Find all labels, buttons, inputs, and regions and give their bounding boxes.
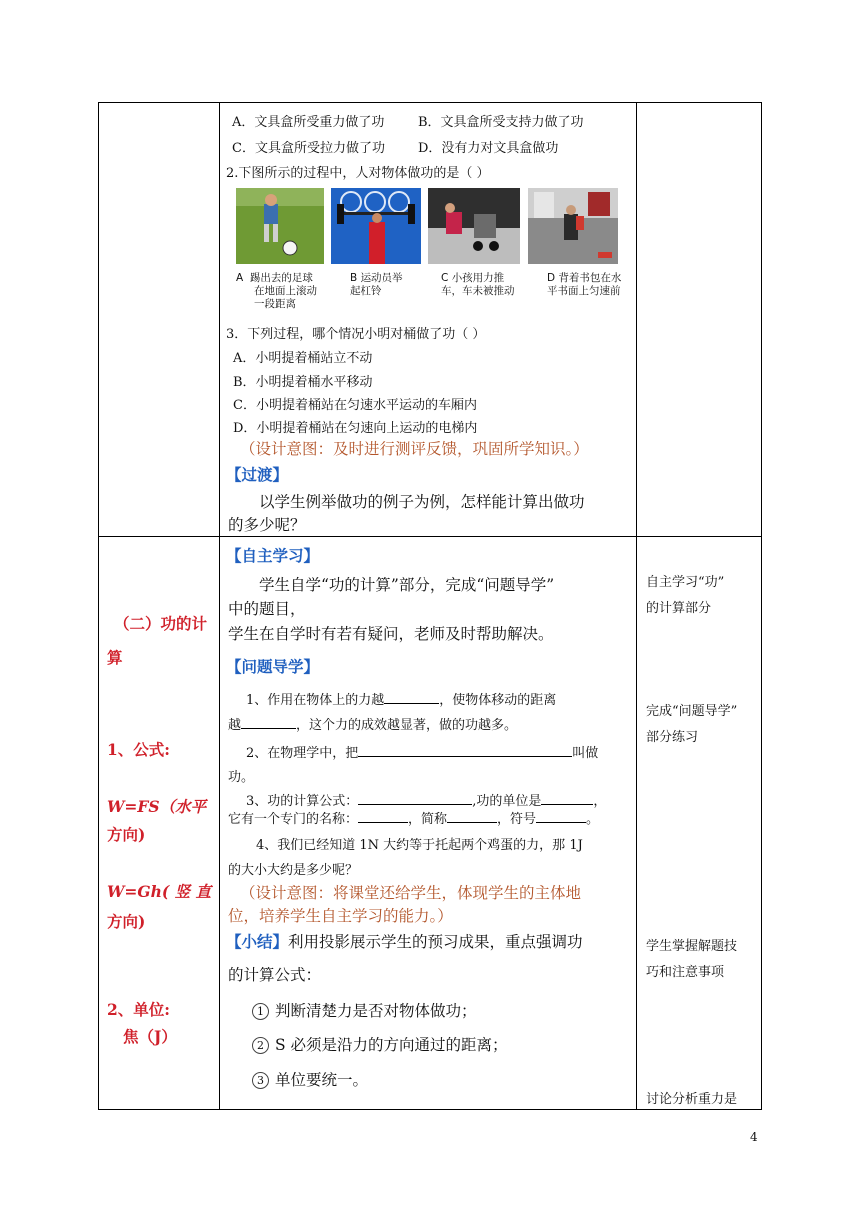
- guide-q4-line2: 的大小大约是多少呢？: [228, 863, 359, 878]
- q2-title: 2.下图所示的过程中，人对物体做功的是（ ）: [226, 166, 490, 181]
- formula-wgh-line2: 方向): [107, 912, 146, 931]
- caption-b-letter: B: [350, 272, 358, 284]
- q3-option-a: A．小明提着桶站立不动: [233, 351, 373, 366]
- guide-q1-line2: 越 ，这个力的成效越显著，做的功越多。: [228, 718, 518, 733]
- design-intent-1: （设计意图：及时进行测评反馈，巩固所学知识。）: [240, 440, 589, 458]
- self-study-line2: 中的题目，: [228, 600, 306, 618]
- summary-heading: 【小结】: [226, 933, 289, 951]
- formula-ws-line1: W=FS（水平: [107, 797, 207, 816]
- caption-a-letter: A: [236, 272, 244, 284]
- blank-q3-symbol[interactable]: [536, 810, 586, 823]
- transition-line2: 的多少呢？: [228, 516, 306, 534]
- caption-c-letter: C: [441, 272, 449, 284]
- blank-q1-force[interactable]: [384, 691, 439, 704]
- q3-option-c: C．小明提着桶站在匀速水平运动的车厢内: [233, 398, 477, 413]
- note-practice-line2: 部分练习: [646, 730, 699, 745]
- caption-c-line2: 车，车未被推动: [441, 285, 515, 297]
- q1-option-b: B．文具盒所受支持力做了功: [418, 115, 584, 130]
- design-intent-2-line1: （设计意图：将课堂还给学生，体现学生的主体地: [240, 884, 582, 902]
- blank-q3-unit[interactable]: [541, 792, 593, 805]
- guide-q4-line1: 4、我们已经知道 1N 大约等于托起两个鸡蛋的力，那 1J: [256, 838, 583, 853]
- guide-heading: 【问题导学】: [226, 658, 320, 676]
- caption-d-line2: 平书面上匀速前: [547, 285, 621, 297]
- blank-q1-distance[interactable]: [241, 716, 296, 729]
- q1-option-a: A．文具盒所受重力做了功: [232, 115, 385, 130]
- caption-d-letter: D: [547, 272, 556, 284]
- q1-option-c: C．文具盒所受拉力做了功: [232, 141, 385, 156]
- photo-push-stroller: [428, 188, 520, 264]
- note-practice-line1: 完成“问题导学”: [646, 704, 738, 719]
- guide-q3-line1: 3、功的计算公式： ,功的单位是 ，: [246, 794, 607, 809]
- caption-a: [236, 272, 317, 311]
- blank-q3-formula[interactable]: [358, 792, 472, 805]
- blank-q3-name[interactable]: [358, 810, 408, 823]
- caption-c: [441, 272, 515, 298]
- self-study-line3: 学生在自学时有若有疑问，老师及时帮助解决。: [228, 625, 554, 643]
- note-gravity: 讨论分析重力是: [646, 1092, 738, 1107]
- unit-heading: 2、单位:: [107, 1000, 171, 1019]
- q3-option-b: B．小明提着桶水平移动: [233, 375, 373, 390]
- column-divider-right: [636, 103, 637, 1109]
- guide-q2-line1: 2、在物理学中，把 叫做: [246, 746, 599, 761]
- note-skills-line1: 学生掌握解题技: [646, 939, 738, 954]
- formula-heading: 1、公式:: [107, 740, 171, 759]
- formula-wgh-line1: W=Gh( 竖 直: [107, 882, 212, 901]
- transition-line1: 以学生例举做功的例子为例，怎样能计算出做功: [259, 493, 585, 511]
- blank-q2-definition[interactable]: [358, 744, 572, 757]
- column-divider-left: [219, 103, 220, 1109]
- transition-heading: 【过渡】: [226, 466, 289, 484]
- formula-ws-line2: 方向): [107, 825, 146, 844]
- photo-football: [236, 188, 324, 264]
- summary-line2: 的计算公式：: [228, 966, 322, 984]
- design-intent-2-line2: 位，培养学生自主学习的能力。）: [228, 907, 453, 925]
- note-self-study-line2: 的计算部分: [646, 601, 712, 616]
- guide-q1-line1: 1、作用在物体上的力越 ，使物体移动的距离: [246, 693, 557, 708]
- q3-title: 3．下列过程，哪个情况小明对桶做了功（ ）: [226, 327, 486, 342]
- note-self-study-line1: 自主学习“功”: [646, 575, 725, 590]
- section-title-line1: （二）功的计: [114, 614, 208, 633]
- row-divider: [99, 536, 761, 537]
- unit-value: 焦（J）: [123, 1027, 177, 1046]
- q1-option-d: D．没有力对文具盒做功: [418, 141, 559, 156]
- caption-b: [350, 272, 403, 298]
- guide-q3-line2: 它有一个专门的名称： ，简称 ，符号 。: [228, 812, 600, 827]
- q3-option-d: D．小明提着桶站在匀速向上运动的电梯内: [233, 421, 478, 436]
- caption-a-line1: 踢出去的足球: [249, 272, 313, 284]
- note-skills-line2: 巧和注意事项: [646, 965, 725, 980]
- summary-point-1: 1 判断清楚力是否对物体做功；: [252, 999, 477, 1021]
- self-study-heading: 【自主学习】: [226, 547, 320, 565]
- section-title-line2: 算: [107, 648, 123, 667]
- caption-d-line1: 背着书包在水: [558, 272, 622, 284]
- summary-point-3: 3 单位要统一。: [252, 1068, 368, 1090]
- photo-backpack-walk: [528, 188, 618, 264]
- caption-c-line1: 小孩用力推: [451, 272, 505, 284]
- summary-point-2: 2 S 必须是沿力的方向通过的距离；: [252, 1033, 508, 1055]
- caption-b-line1: 运动员举: [360, 272, 403, 284]
- caption-a-line3: 一段距离: [254, 298, 296, 310]
- caption-d: [547, 272, 621, 298]
- guide-q2-line2: 功。: [228, 770, 255, 785]
- self-study-line1: 学生自学“功的计算”部分，完成“问题导学”: [259, 576, 555, 594]
- page-number: 4: [750, 1130, 758, 1144]
- summary-line1: 【小结】利用投影展示学生的预习成果，重点强调功: [226, 933, 583, 951]
- photo-weightlifter: [331, 188, 421, 264]
- blank-q3-short[interactable]: [447, 810, 497, 823]
- caption-a-line2: 在地面上滚动: [254, 285, 317, 297]
- caption-b-line2: 起杠铃: [350, 285, 382, 297]
